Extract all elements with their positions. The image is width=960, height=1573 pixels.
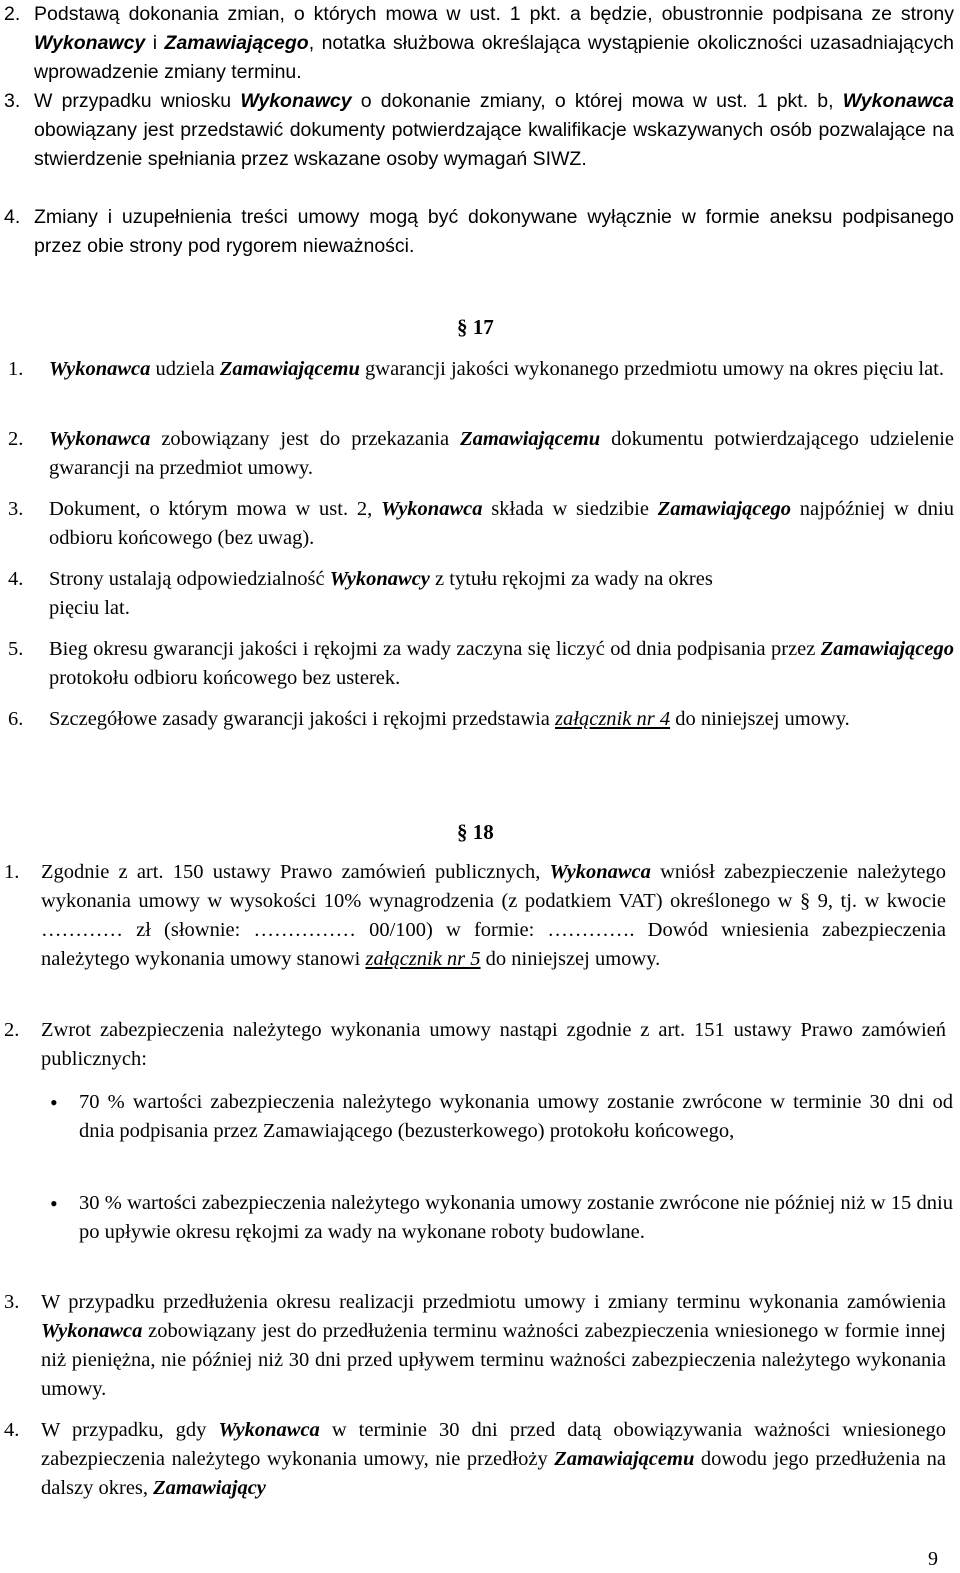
page-number: 9 (928, 1548, 938, 1570)
s17-p4-text (49, 565, 954, 623)
s17-p2-text (49, 425, 954, 483)
text-run: gwarancji jakości wykonanego przedmiotu umowy na okres pięciu lat. (359, 358, 944, 380)
s17-p5-text (49, 635, 954, 693)
section-18-heading: § 18 (457, 820, 494, 844)
s16-p2-number: 2. (4, 3, 21, 25)
s18-p4-text (41, 1416, 946, 1503)
party-name: Zamawiającemu (460, 428, 601, 450)
s18-p2-number: 2. (4, 1019, 20, 1041)
s18-p3-number: 3. (4, 1291, 20, 1313)
text-run: udziela (150, 358, 220, 380)
bullet-item: 70 % wartości zabezpieczenia należytego wykonania umowy zostanie zwrócone w terminie 30 dni od dnia podpisania przez Zamawiającego (bezusterkowego) protokołu końcowego, (79, 1091, 953, 1142)
party-name: Zamawiającego (657, 498, 791, 520)
bullet-dot: • (50, 1090, 58, 1115)
bullet-dot: • (50, 1191, 58, 1216)
attachment-5-link[interactable]: załącznik nr 5 (365, 948, 481, 970)
s18-p1-text (41, 858, 946, 974)
s16-p3-number: 3. (4, 90, 21, 112)
party-name: Wykonawca (49, 428, 151, 450)
s18-p2-text (41, 1016, 946, 1074)
text-run: dowodu jego przedłużenia na dalszy okres, (41, 1448, 946, 1499)
text-run: Zmiany i uzupełnienia treści umowy mogą być dokonywane wyłącznie w formie aneksu podpisanego przez obie strony pod rygorem nieważności. (34, 206, 954, 257)
s16-p4-number: 4. (4, 206, 21, 228)
s17-p6-text (49, 705, 954, 734)
text-run: obowiązany jest przedstawić dokumenty potwierdzające kwalifikacje wskazywanych osób pozwalające na stwierdzenie spełniania przez wskazane osoby wymagań SIWZ. (34, 119, 954, 170)
text-run: Zgodnie z art. 150 ustawy Prawo zamówień publicznych, (41, 861, 550, 883)
text-run: o dokonanie zmiany, o której mowa w ust. 1 pkt. b, (351, 90, 843, 112)
section-17-heading: § 17 (457, 315, 494, 339)
party-name: Wykonawca (842, 90, 954, 112)
text-run: i (145, 32, 165, 54)
party-name: Zamawiającego (164, 32, 309, 54)
party-name: Wykonawca (218, 1419, 320, 1441)
party-name: Wykonawca (41, 1320, 143, 1342)
s16-p2-text (34, 0, 954, 87)
party-name: Wykonawcy (34, 32, 146, 54)
text-run: W przypadku wniosku (34, 90, 241, 112)
text-run: Strony ustalają odpowiedzialność (49, 568, 330, 590)
s17-p1-text (49, 355, 954, 384)
party-name: Zamawiający (153, 1477, 266, 1499)
text-run: Szczegółowe zasady gwarancji jakości i rękojmi przedstawia (49, 708, 556, 730)
text-run: W przypadku przedłużenia okresu realizacji przedmiotu umowy i zmiany terminu wykonania zamówienia (41, 1291, 946, 1313)
text-run: dokumentu potwierdzającego udzielenie gwarancji na przedmiot umowy. (49, 428, 954, 479)
text-run: z tytułu rękojmi za wady na okres (429, 568, 713, 590)
text-run: Bieg okresu gwarancji jakości i rękojmi za wady zaczyna się liczyć od dnia podpisania przez (49, 638, 821, 660)
party-name: Zamawiającemu (554, 1448, 695, 1470)
text-run: zobowiązany jest do przekazania (150, 428, 461, 450)
text-run: wniósł zabezpieczenie należytego wykonania umowy w wysokości 10% wynagrodzenia (z podatkiem VAT) określonego w § 9, tj. w kwocie ………… zł (słownie: …………… 00/100) w formie: …………. Dowód wniesienia zabezpieczenia należytego wykonania umowy stanowi (41, 861, 946, 970)
text-run: protokołu odbioru końcowego bez usterek. (49, 667, 401, 689)
text-run: zobowiązany jest do przedłużenia terminu ważności zabezpieczenia wniesionego w formie innej niż pieniężna, nie później niż 30 dni przed upływem terminu ważności zabezpieczenia należytego wykonania umowy. (41, 1320, 946, 1400)
s18-p4-number: 4. (4, 1419, 20, 1441)
text-run: Dokument, o którym mowa w ust. 2, (49, 498, 382, 520)
party-name: Wykonawca (381, 498, 483, 520)
text-run: , notatka służbowa określająca wystąpienie okoliczności uzasadniających wprowadzenie zmiany terminu. (34, 32, 954, 83)
party-name: Wykonawcy (240, 90, 352, 112)
bullet-item: 30 % wartości zabezpieczenia należytego wykonania umowy zostanie zwrócone nie później niż w 15 dniu po upływie okresu rękojmi za wady na wykonane roboty budowlane. (79, 1192, 953, 1243)
text-run: najpóźniej w dniu odbioru końcowego (bez uwag). (49, 498, 954, 549)
party-name: Zamawiającemu (219, 358, 360, 380)
party-name: Wykonawca (49, 358, 151, 380)
s17-p3-number: 3. (8, 498, 24, 520)
s16-p3-text (34, 87, 954, 174)
text-run: W przypadku, gdy (41, 1419, 219, 1441)
s17-p2-number: 2. (8, 428, 24, 450)
text-run: składa w siedzibie (482, 498, 658, 520)
text-run: pięciu lat. (49, 597, 130, 619)
s17-p6-number: 6. (8, 708, 24, 730)
text-run: Podstawą dokonania zmian, o których mowa w ust. 1 pkt. a będzie, obustronnie podpisana ze strony (34, 3, 954, 25)
text-run: do niniejszej umowy. (670, 708, 850, 730)
text-run: w terminie 30 dni przed datą obowiązywania ważności wniesionego zabezpieczenia należytego wykonania umowy, nie przedłoży (41, 1419, 946, 1470)
s17-p3-text (49, 495, 954, 553)
attachment-4-link[interactable]: załącznik nr 4 (555, 708, 671, 730)
text-run: Zwrot zabezpieczenia należytego wykonania umowy nastąpi zgodnie z art. 151 ustawy Prawo zamówień publicznych: (41, 1019, 946, 1070)
s17-p4-number: 4. (8, 568, 24, 590)
s17-p5-number: 5. (8, 638, 24, 660)
s16-p4-text (34, 203, 954, 261)
s18-p1-number: 1. (4, 861, 20, 883)
s17-p1-number: 1. (8, 358, 24, 380)
party-name: Zamawiającego (820, 638, 954, 660)
party-name: Wykonawca (549, 861, 651, 883)
s18-p3-text (41, 1288, 946, 1404)
text-run: do niniejszej umowy. (480, 948, 661, 970)
party-name: Wykonawcy (329, 568, 430, 590)
